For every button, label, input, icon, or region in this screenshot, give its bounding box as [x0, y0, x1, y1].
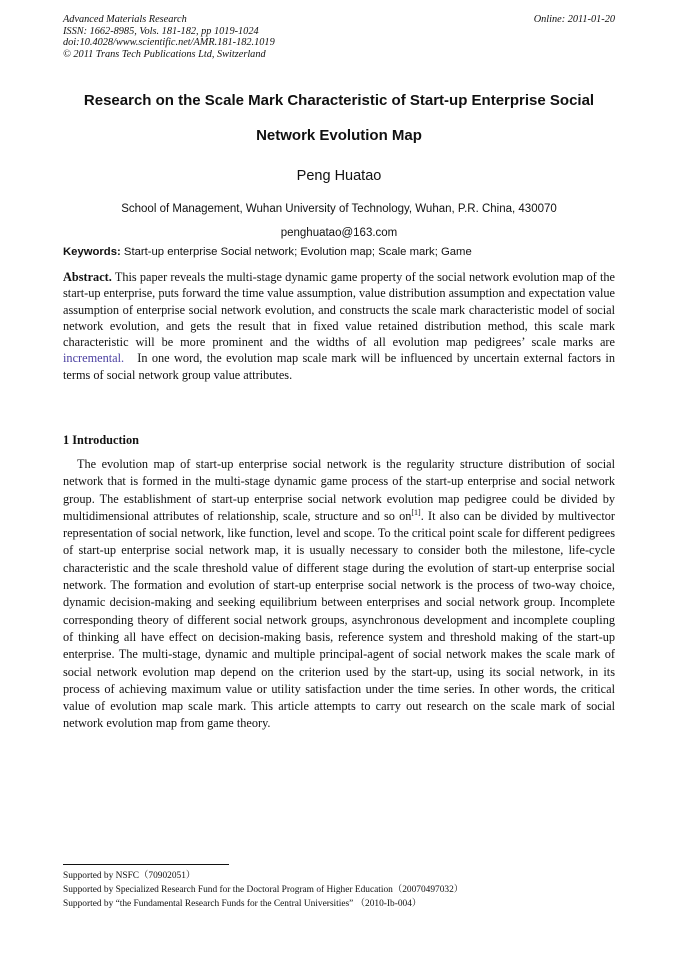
- paper-title-line-1: Research on the Scale Mark Characteristic of Start-up Enterprise Social: [83, 92, 595, 109]
- journal-name: Advanced Materials Research: [63, 14, 187, 25]
- keywords-text: Start-up enterprise Social network; Evolution map; Scale mark; Game: [123, 246, 472, 258]
- journal-issn: ISSN: 1662-8985, Vols. 181-182, pp 1019-1024: [63, 25, 259, 37]
- abstract-label: Abstract.: [63, 270, 112, 284]
- journal-copyright: © 2011 Trans Tech Publications Ltd, Switzerland: [63, 48, 266, 60]
- abstract-highlight: incremental.: [63, 351, 125, 366]
- online-date: Online: 2011-01-20: [533, 14, 615, 25]
- footnote-2: Supported by Specialized Research Fund for the Doctoral Program of Higher Education（20070497032）: [63, 885, 464, 895]
- footnote-rule: [63, 864, 229, 865]
- citation-ref[interactable]: [1]: [411, 507, 421, 517]
- abstract-text-b: In one word, the evolution map scale mark will be influenced by uncertain external factors in terms of social network group value attributes.: [63, 351, 615, 382]
- section-heading: 1 Introduction: [63, 433, 139, 447]
- abstract: [63, 269, 615, 383]
- footnotes: [63, 869, 623, 911]
- intro-text-b: . It also can be divided by multivector representation of social network, like function, level and scope. To the critical point scale for different pedigrees of start-up enterprise social network map, it is usually necessary to consider both the milestone, life-cycle characteristic and the scale threshold value of different stage during the evolution of start-up enterprise social network. The formation and evolution of start-up enterprise social network is the process of two-way choice, dynamic decision-making and seeking equilibrium between enterprises and social network group. Incomplete corresponding theory of different social network groups, asynchronous development and incomplete coupling of thinking all have effect on decision-making basis, reference system and threshold making of the start-up enterprise. The multi-stage, dynamic and multiple principal-agent of social network makes the scale mark of social network evolution map depend on the criterion used by the start-up, using its social network, in its process of achieving maximum value or utility satisfaction under the time series. In other words, the critical value of evolution map scale mark. This article attempts to carry out research on the scale mark of social network evolution map from game theory.: [63, 508, 615, 731]
- abstract-text-a: This paper reveals the multi-stage dynamic game property of the social network evolution map of the start-up enterprise, puts forward the time value assumption, value distribution assumption and expectation value assumption of enterprise social network evolution, and constructs the scale mark characteristic model of social network evolution, and gets the result that in fixed value retained distribution method, this scale mark characteristic will be more prominent and the widths of all evolution map pedigrees’ scale marks are: [63, 270, 615, 350]
- journal-doi: doi:10.4028/www.scientific.net/AMR.181-182.1019: [63, 37, 275, 49]
- paper-title-line-2: Network Evolution Map: [256, 127, 422, 144]
- intro-text-a: The evolution map of start-up enterprise social network is the regularity structure distribution of social network that is formed in the multi-stage dynamic game process of the start-up enterprise and social network group. The establishment of start-up enterprise social network evolution map pedigree could be divided by multidimensional attributes of relationship, scale, structure and so on: [63, 457, 615, 523]
- keywords-label: Keywords:: [63, 246, 121, 258]
- footnote-1: Supported by NSFC（70902051）: [63, 871, 196, 881]
- intro-paragraph: [63, 456, 615, 733]
- journal-header: [63, 14, 615, 60]
- footnote-3: Supported by “the Fundamental Research Funds for the Central Universities” （2010-Ib-004）: [63, 899, 422, 909]
- author-email: penghuatao@163.com: [280, 227, 398, 239]
- author-name: Peng Huatao: [296, 168, 382, 184]
- author-affiliation: School of Management, Wuhan University of Technology, Wuhan, P.R. China, 430070: [121, 203, 557, 215]
- keywords: [63, 246, 623, 258]
